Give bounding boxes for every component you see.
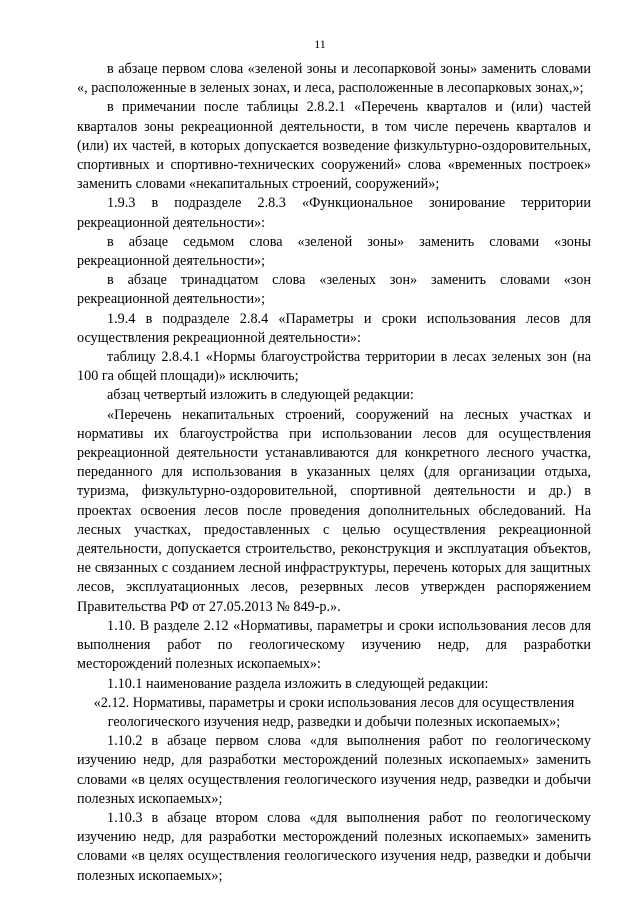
paragraph-4: в абзаце седьмом слова «зеленой зоны» заменить словами «зоны рекреационной деятельности»;: [77, 233, 591, 270]
paragraph-5: в абзаце тринадцатом слова «зеленых зон» заменить словами «зон рекреационной деятельности»;: [77, 272, 591, 308]
paragraph-7: таблицу 2.8.4.1 «Нормы благоустройства территории в лесах зеленых зон (на 100 га общей площади)» исключить;: [77, 349, 591, 385]
document-body: [77, 60, 591, 886]
paragraph-6: 1.9.4 в подразделе 2.8.4 «Параметры и сроки использования лесов для осуществления рекреационной деятельности»:: [77, 310, 591, 346]
paragraph-11: 1.10.1 наименование раздела изложить в следующей редакции:: [107, 675, 489, 692]
paragraph-10: 1.10. В разделе 2.12 «Нормативы, параметры и сроки использования лесов для выполнения работ по геологическому изучению недр, для разработки месторождений полезных ископаемых»:: [77, 617, 591, 673]
page-number: 11: [314, 37, 326, 51]
paragraph-12: «2.12. Нормативы, параметры и сроки использования лесов для осуществления геологического изучения недр, разведки и добычи полезных ископаемых»;: [93, 694, 575, 730]
paragraph-9: «Перечень некапитальных строений, сооружений на лесных участках и нормативы их благоустройства при использовании лесов для осуществления рекреационной деятельности устанавливаются для конкретного лесного участка, переданного для использования в указанных целях (для организации отдыха, туризма, физкультурно-оздоровительной, спортивной деятельности и др.) в проектах освоения лесов после проведения дополнительных обследований. На лесных участках, предоставленных с целью осуществления рекреационной деятельности, допускается строительство, реконструкция и эксплуатация объектов, не связанных с созданием лесной инфраструктуры, перечень которых для защитных лесов, эксплуатационных лесов, резервных лесов утвержден распоряжением Правительства РФ от 27.05.2013 № 849-р.».: [77, 406, 591, 615]
paragraph-2: в примечании после таблицы 2.8.2.1 «Перечень кварталов и (или) частей кварталов зоны рекреационной деятельности, в том числе перечень кварталов и (или) их частей, в которых допускается возведение физкультурно-оздоровительных, спортивных и спортивно-технических сооружений» слова «временных построек» заменить словами «некапитальных строений, сооружений»;: [77, 99, 591, 193]
paragraph-13: 1.10.2 в абзаце первом слова «для выполнения работ по геологическому изучению недр, для разработки месторождений полезных ископаемых» заменить словами «в целях осуществления геологического изучения недр, разведки и добычи полезных ископаемых»;: [77, 733, 591, 807]
paragraph-14: 1.10.3 в абзаце втором слова «для выполнения работ по геологическому изучению недр, для разработки месторождений полезных ископаемых» заменить словами «в целях осуществления геологического изучения недр, разведки и добычи полезных ископаемых»;: [77, 809, 591, 884]
paragraph-3: 1.9.3 в подразделе 2.8.3 «Функциональное зонирование территории рекреационной деятельности»:: [77, 195, 591, 231]
paragraph-1: в абзаце первом слова «зеленой зоны и лесопарковой зоны» заменить словами «, расположенные в зеленых зонах, и леса, расположенные в лесопарковых зонах,»;: [77, 61, 591, 97]
paragraph-8: абзац четвертый изложить в следующей редакции:: [107, 387, 414, 404]
